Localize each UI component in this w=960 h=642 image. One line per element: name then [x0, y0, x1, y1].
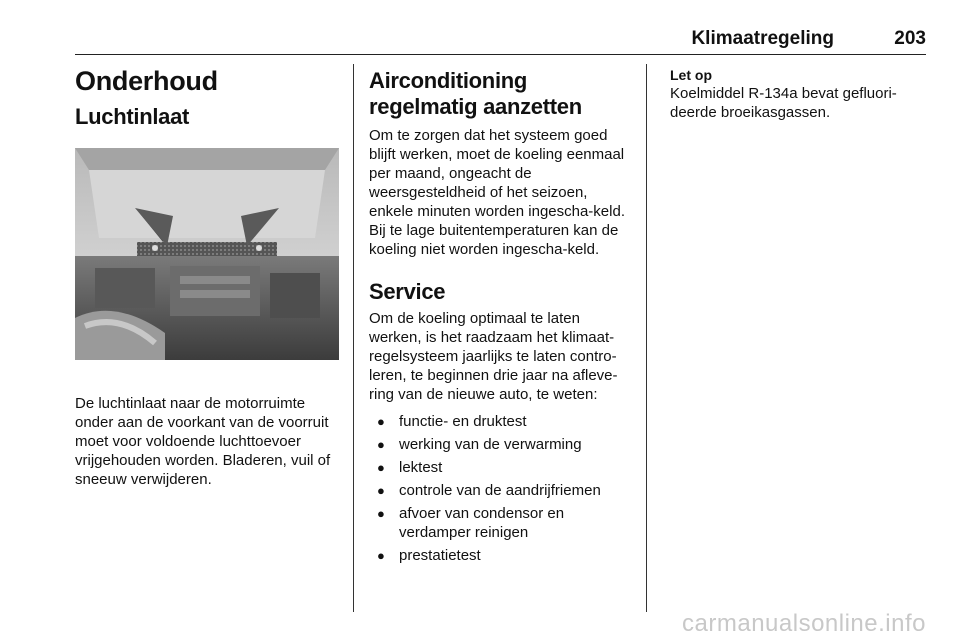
page-header [75, 24, 926, 55]
section-heading: Service [369, 279, 446, 304]
list-item: ● prestatietest [377, 547, 481, 564]
note-title: Let op [670, 67, 712, 83]
bullet-icon: ● [377, 414, 385, 429]
column-3 [670, 62, 925, 122]
paragraph: Om de koeling optimaal te laten werken, is het raadzaam het klimaat-regelsysteem jaarlijks te laten contro-leren, te beginnen drie jaar na afleve-ring van de nieuwe auto, te weten: [369, 310, 618, 403]
list-item: ● werking van de verwarming [377, 436, 582, 453]
note-text: Koelmiddel R-134a bevat gefluori-deerde broeikasgassen. [670, 85, 897, 121]
bullet-icon: ● [377, 483, 385, 498]
engine-bay-photo [75, 148, 339, 360]
column-2 [369, 62, 634, 569]
bullet-icon: ● [377, 506, 385, 521]
column-divider [646, 64, 647, 612]
page-number: 203 [894, 28, 926, 49]
subsection-heading: Luchtinlaat [75, 104, 190, 129]
bullet-icon: ● [377, 437, 385, 452]
bullet-icon: ● [377, 548, 385, 563]
list-item: ● afvoer van condensor en verdamper reinigen [377, 505, 565, 541]
list-item: ● lektest [377, 459, 443, 476]
paragraph: Om te zorgen dat het systeem goed blijft werken, moet de koeling eenmaal per maand, ongeacht de weersgesteldheid of het seizoen, enkele minuten worden ingescha-keld. Bij te lage buitentemperaturen kan de koeling niet worden ingescha-keld. [369, 127, 625, 258]
section-heading: Airconditioning regelmatig aanzetten [369, 68, 582, 119]
page-header-title: Klimaatregeling [691, 28, 834, 49]
service-checklist [369, 412, 634, 565]
paragraph: De luchtinlaat naar de motorruimte onder aan de voorkant van de voorruit moet voor voldoende luchttoevoer vrijgehouden worden. Bladeren, vuil of sneeuw verwijderen. [75, 395, 331, 488]
column-1 [75, 62, 345, 489]
bullet-icon: ● [377, 460, 385, 475]
section-heading: Onderhoud [75, 66, 218, 96]
column-divider [353, 64, 354, 612]
watermark-text: carmanualsonline.info [682, 610, 926, 637]
list-item: ● controle van de aandrijfriemen [377, 482, 601, 499]
list-item: ● functie- en druktest [377, 413, 527, 430]
